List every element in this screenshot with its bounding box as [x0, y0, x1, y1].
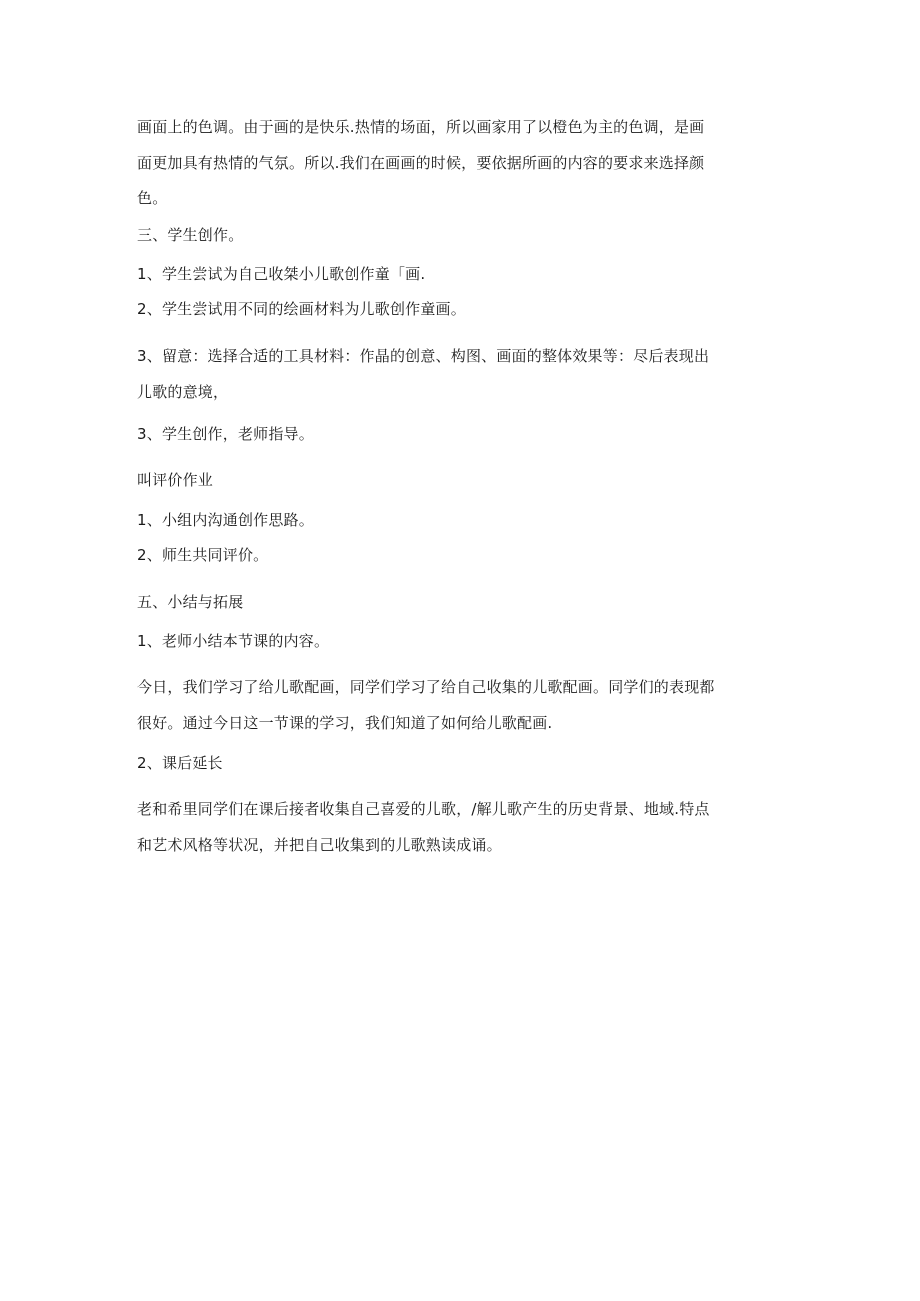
paragraph-line: 面更加具有热情的气氛。所以.我们在画画的时候，要依据所画的内容的要求来选择颜 — [137, 154, 705, 172]
paragraph-line: 和艺术风格等状况，并把自己收集到的儿歌熟读成诵。 — [137, 836, 502, 854]
paragraph-line: 画面上的色调。由于画的是快乐.热情的场面，所以画家用了以橙色为主的色调，是画 — [137, 118, 705, 136]
list-item: 3、留意：选择合适的工具材料：作晶的创意、构图、画面的整体效果等：尽后表现出 — [137, 347, 710, 365]
list-item: 1、小组内沟通创作思路。 — [137, 511, 314, 529]
paragraph-line: 老和希里同学们在课后接者收集自己喜爱的儿歌，/解儿歌产生的历史背景、地域.特点 — [137, 800, 710, 818]
list-item: 3、学生创作，老师指导。 — [137, 425, 314, 443]
section-heading: 五、小结与拓展 — [137, 593, 244, 611]
paragraph-line: 很好。通过今日这一节课的学习，我们知道了如何给儿歌配画. — [137, 714, 553, 732]
list-item: 1、学生尝试为自己收桀小儿歌创作童「画. — [137, 265, 426, 283]
section-heading: 叫评价作业 — [137, 471, 214, 489]
list-item: 2、学生尝试用不同的绘画材料为儿歌创作童画。 — [137, 300, 466, 318]
list-item: 2、师生共同评价。 — [137, 546, 269, 564]
list-item: 儿歌的意境， — [137, 383, 229, 401]
list-item: 1、老师小结本节课的内容。 — [137, 632, 330, 650]
list-item: 2、课后延长 — [137, 754, 223, 772]
section-heading: 三、学生创作。 — [137, 226, 244, 244]
paragraph-line: 今日，我们学习了给儿歌配画，同学们学习了给自己收集的儿歌配画。同学们的表现都 — [137, 678, 715, 696]
paragraph-line: 色。 — [137, 189, 168, 207]
